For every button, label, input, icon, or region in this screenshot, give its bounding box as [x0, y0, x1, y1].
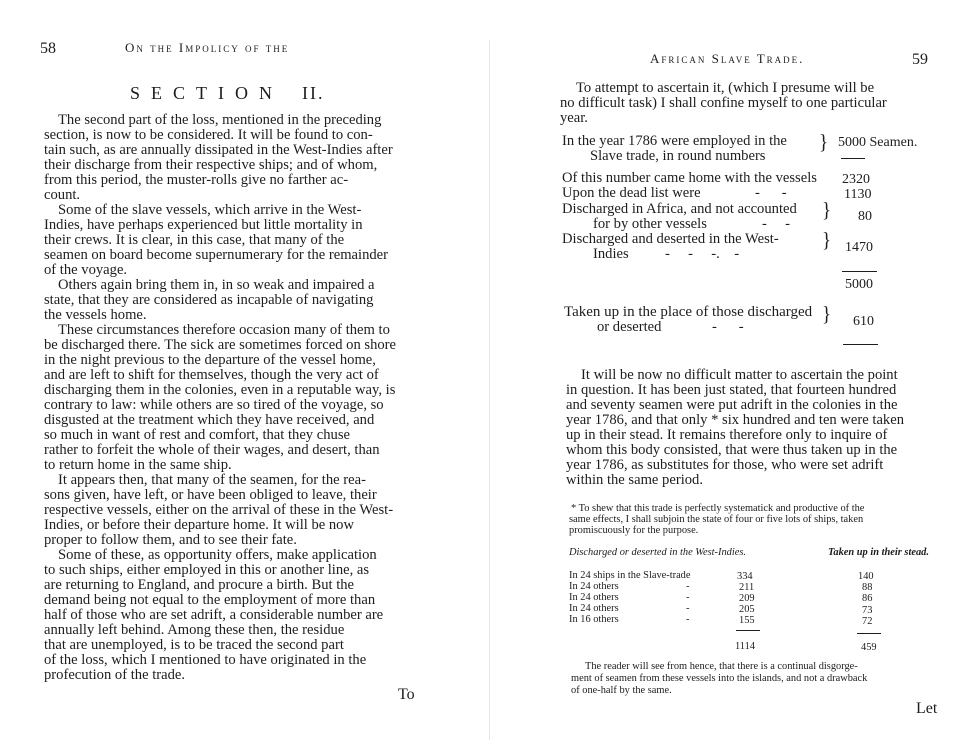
text-line: respective vessels, either on the arrival of these in the West- — [44, 502, 394, 518]
fn-total-taken: 459 — [861, 642, 877, 653]
text-line: from this period, the muster-rolls give no farther ac- — [44, 172, 349, 188]
text-line: tain such, as are annually dissipated in the West-Indies after — [44, 142, 393, 158]
text-line: seamen on board become supernumerary for the remainder — [44, 247, 389, 263]
text-line: to return home in the same ship. — [44, 457, 232, 473]
text-line: demand being not equal to the employment of more than — [44, 592, 376, 608]
row-taken-line2: or deserted — [597, 319, 662, 335]
text-line: discharging them in the colonies, even in a reputable way, is — [44, 382, 396, 398]
row-dead-value: 1130 — [844, 187, 872, 202]
text-line: of the voyage. — [44, 262, 128, 278]
text-line: in the night previous to the departure of the vessel home, — [44, 352, 376, 368]
text-line: whom this body consisted, that were thus taken up in the — [566, 442, 898, 458]
text-line: year 1786, as substitutes for those, who were set adrift — [566, 457, 884, 473]
row-home-value: 2320 — [842, 172, 870, 187]
text-line: and seventy seamen were put adrift in the colonies in the — [566, 397, 898, 413]
text-line: the vessels home. — [44, 307, 147, 323]
page-number-left: 58 — [40, 40, 56, 57]
text-line: contrary to law: while others are so tired of the voyage, so — [44, 397, 384, 413]
table-end-rule — [843, 344, 878, 345]
text-line: Others again bring them in, in so weak and impaired a — [58, 277, 375, 293]
left-body-text — [44, 113, 420, 683]
text-line: disgusted at the treatment which they have received, and — [44, 412, 375, 428]
text-line: It will be now no difficult matter to ascertain the point — [581, 367, 898, 383]
brace-icon: } — [819, 130, 829, 154]
row-africa-line1: Discharged in Africa, and not accounted — [562, 201, 797, 217]
leader-dots: - - — [762, 216, 790, 232]
text-line: no difficult task) I shall confine myself to one particular — [560, 95, 887, 111]
text-line: To attempt to ascertain it, (which I presume will be — [576, 80, 875, 96]
short-rule — [841, 158, 865, 159]
fn-row-taken: 140 — [858, 571, 874, 582]
row-westindies-line1: Discharged and deserted in the West- — [562, 231, 779, 247]
text-line: proper to follow them, and to see their fate. — [44, 532, 297, 548]
fn-row-label: In 24 others — [569, 581, 619, 592]
leader-dots: - - -. - — [665, 246, 740, 262]
col-head-discharged: Discharged or deserted in the West-Indies. — [569, 547, 746, 558]
text-line: up in their stead. It remains therefore only to inquire of — [566, 427, 888, 443]
row-africa-value: 80 — [858, 209, 872, 224]
text-line: in question. It has been just stated, that fourteen hundred — [566, 382, 897, 398]
catchword-left: To — [398, 686, 415, 703]
text-line: The second part of the loss, mentioned in the preceding — [58, 112, 382, 128]
row-taken-value: 610 — [853, 314, 874, 329]
fn-total-rule — [857, 633, 881, 634]
text-line: year. — [560, 110, 588, 126]
brace-icon: } — [822, 302, 832, 326]
text-line: profecution of the trade. — [44, 667, 186, 683]
fn-total-discharged: 1114 — [735, 641, 756, 652]
col-head-taken: Taken up in their stead. — [828, 547, 929, 558]
text-line: half of those who are set adrift, a considerable number are — [44, 607, 384, 623]
text-line: their discharge from their respective ships; and of whom, — [44, 157, 378, 173]
running-head-right: African Slave Trade. — [650, 51, 805, 66]
fn-row-discharged: 211 — [739, 582, 755, 593]
text-line: Some of the slave vessels, which arrive in the West- — [58, 202, 362, 218]
catchword-right: Let — [916, 700, 938, 717]
section-title: SECTION — [130, 83, 283, 103]
text-line: state, that they are considered as incapable of navigating — [44, 292, 374, 308]
fn-row-discharged: 334 — [737, 571, 753, 582]
page-gutter — [489, 40, 490, 740]
text-line: count. — [44, 187, 81, 203]
text-line: Indies, have perhaps experienced but little mortality in — [44, 217, 363, 233]
leader-dots: - — [686, 592, 690, 603]
text-line: Indies, or before their departure home. It will be now — [44, 517, 355, 533]
footnote-closing-line: ment of seamen from these vessels into the islands, and not a drawback — [571, 673, 868, 684]
fn-row-label: In 24 others — [569, 592, 619, 603]
text-line: to such ships, either employed in this or another line, as — [44, 562, 370, 578]
text-line: rather to forfeit the whole of their wages, and desert, than — [44, 442, 380, 458]
footnote-closing-line: The reader will see from hence, that there is a continual disgorge- — [585, 661, 858, 672]
fn-row-discharged: 155 — [739, 615, 755, 626]
text-line: are returning to England, and procure a birth. But the — [44, 577, 355, 593]
row-dead-text: Upon the dead list were — [562, 185, 701, 201]
text-line: It appears then, that many of the seamen, for the rea- — [58, 472, 366, 488]
right-body-text — [566, 368, 936, 488]
row-home-text: Of this number came home with the vessels — [562, 170, 817, 186]
running-head-left: On the Impolicy of the — [125, 40, 290, 55]
row-westindies-line2: Indies — [593, 246, 629, 262]
text-line: year 1786, and that only * six hundred and ten were taken — [566, 412, 904, 428]
fn-row-taken: 88 — [862, 582, 873, 593]
text-line: Some of these, as opportunity offers, make application — [58, 547, 377, 563]
row-employed-line2: Slave trade, in round numbers — [590, 148, 766, 164]
fn-row-discharged: 205 — [739, 604, 755, 615]
fn-row-label: In 24 others — [569, 603, 619, 614]
leader-dots: - — [686, 603, 690, 614]
leader-dots: - — [686, 614, 690, 625]
footnote-closing-line: of one-half by the same. — [571, 685, 672, 696]
fn-row-label: In 16 others — [569, 614, 619, 625]
section-number: II. — [302, 83, 325, 103]
intro-text — [560, 81, 887, 126]
page-number-right: 59 — [912, 51, 928, 68]
footnote-line: * To shew that this trade is perfectly systematick and productive of the — [571, 503, 865, 514]
leader-dots: - - — [755, 185, 787, 201]
text-line: be discharged there. The sick are sometimes forced on shore — [44, 337, 397, 353]
row-westindies-value: 1470 — [845, 240, 873, 255]
fn-row-label: In 24 ships in the Slave-trade — [569, 570, 691, 581]
text-line: annually left behind. Among these then, the residue — [44, 622, 345, 638]
text-line: so much in want of rest and comfort, that they chuse — [44, 427, 350, 443]
table-total: 5000 — [845, 277, 873, 292]
text-line: sons given, have left, or have been obliged to leave, their — [44, 487, 377, 503]
text-line: section, is now to be considered. It will be found to con- — [44, 127, 373, 143]
text-line: and are left to shift for themselves, though the very act of — [44, 367, 379, 383]
row-taken-line1: Taken up in the place of those discharged — [564, 304, 813, 320]
row-employed-value: 5000 Seamen. — [838, 135, 918, 150]
fn-row-taken: 73 — [862, 605, 873, 616]
total-rule — [842, 271, 877, 272]
text-line: their crews. It is clear, in this case, that many of the — [44, 232, 345, 248]
text-line: of the loss, which I mentioned to have originated in the — [44, 652, 367, 668]
leader-dots: - - — [712, 319, 744, 335]
brace-icon: } — [822, 198, 832, 222]
text-line: that are unemployed, is to be traced the second part — [44, 637, 344, 653]
footnote-line: promiscuously for the purpose. — [569, 525, 699, 536]
text-line: These circumstances therefore occasion many of them to — [58, 322, 390, 338]
fn-row-taken: 72 — [862, 616, 873, 627]
fn-row-discharged: 209 — [739, 593, 755, 604]
leader-dots: - — [686, 581, 690, 592]
footnote-line: same effects, I shall subjoin the state of four or five lots of ships, taken — [569, 514, 864, 525]
fn-row-taken: 86 — [862, 593, 873, 604]
row-africa-line2: for by other vessels — [593, 216, 707, 232]
row-employed-line1: In the year 1786 were employed in the — [562, 133, 787, 149]
text-line: within the same period. — [566, 472, 703, 488]
brace-icon: } — [822, 228, 832, 252]
fn-total-rule — [736, 630, 760, 631]
